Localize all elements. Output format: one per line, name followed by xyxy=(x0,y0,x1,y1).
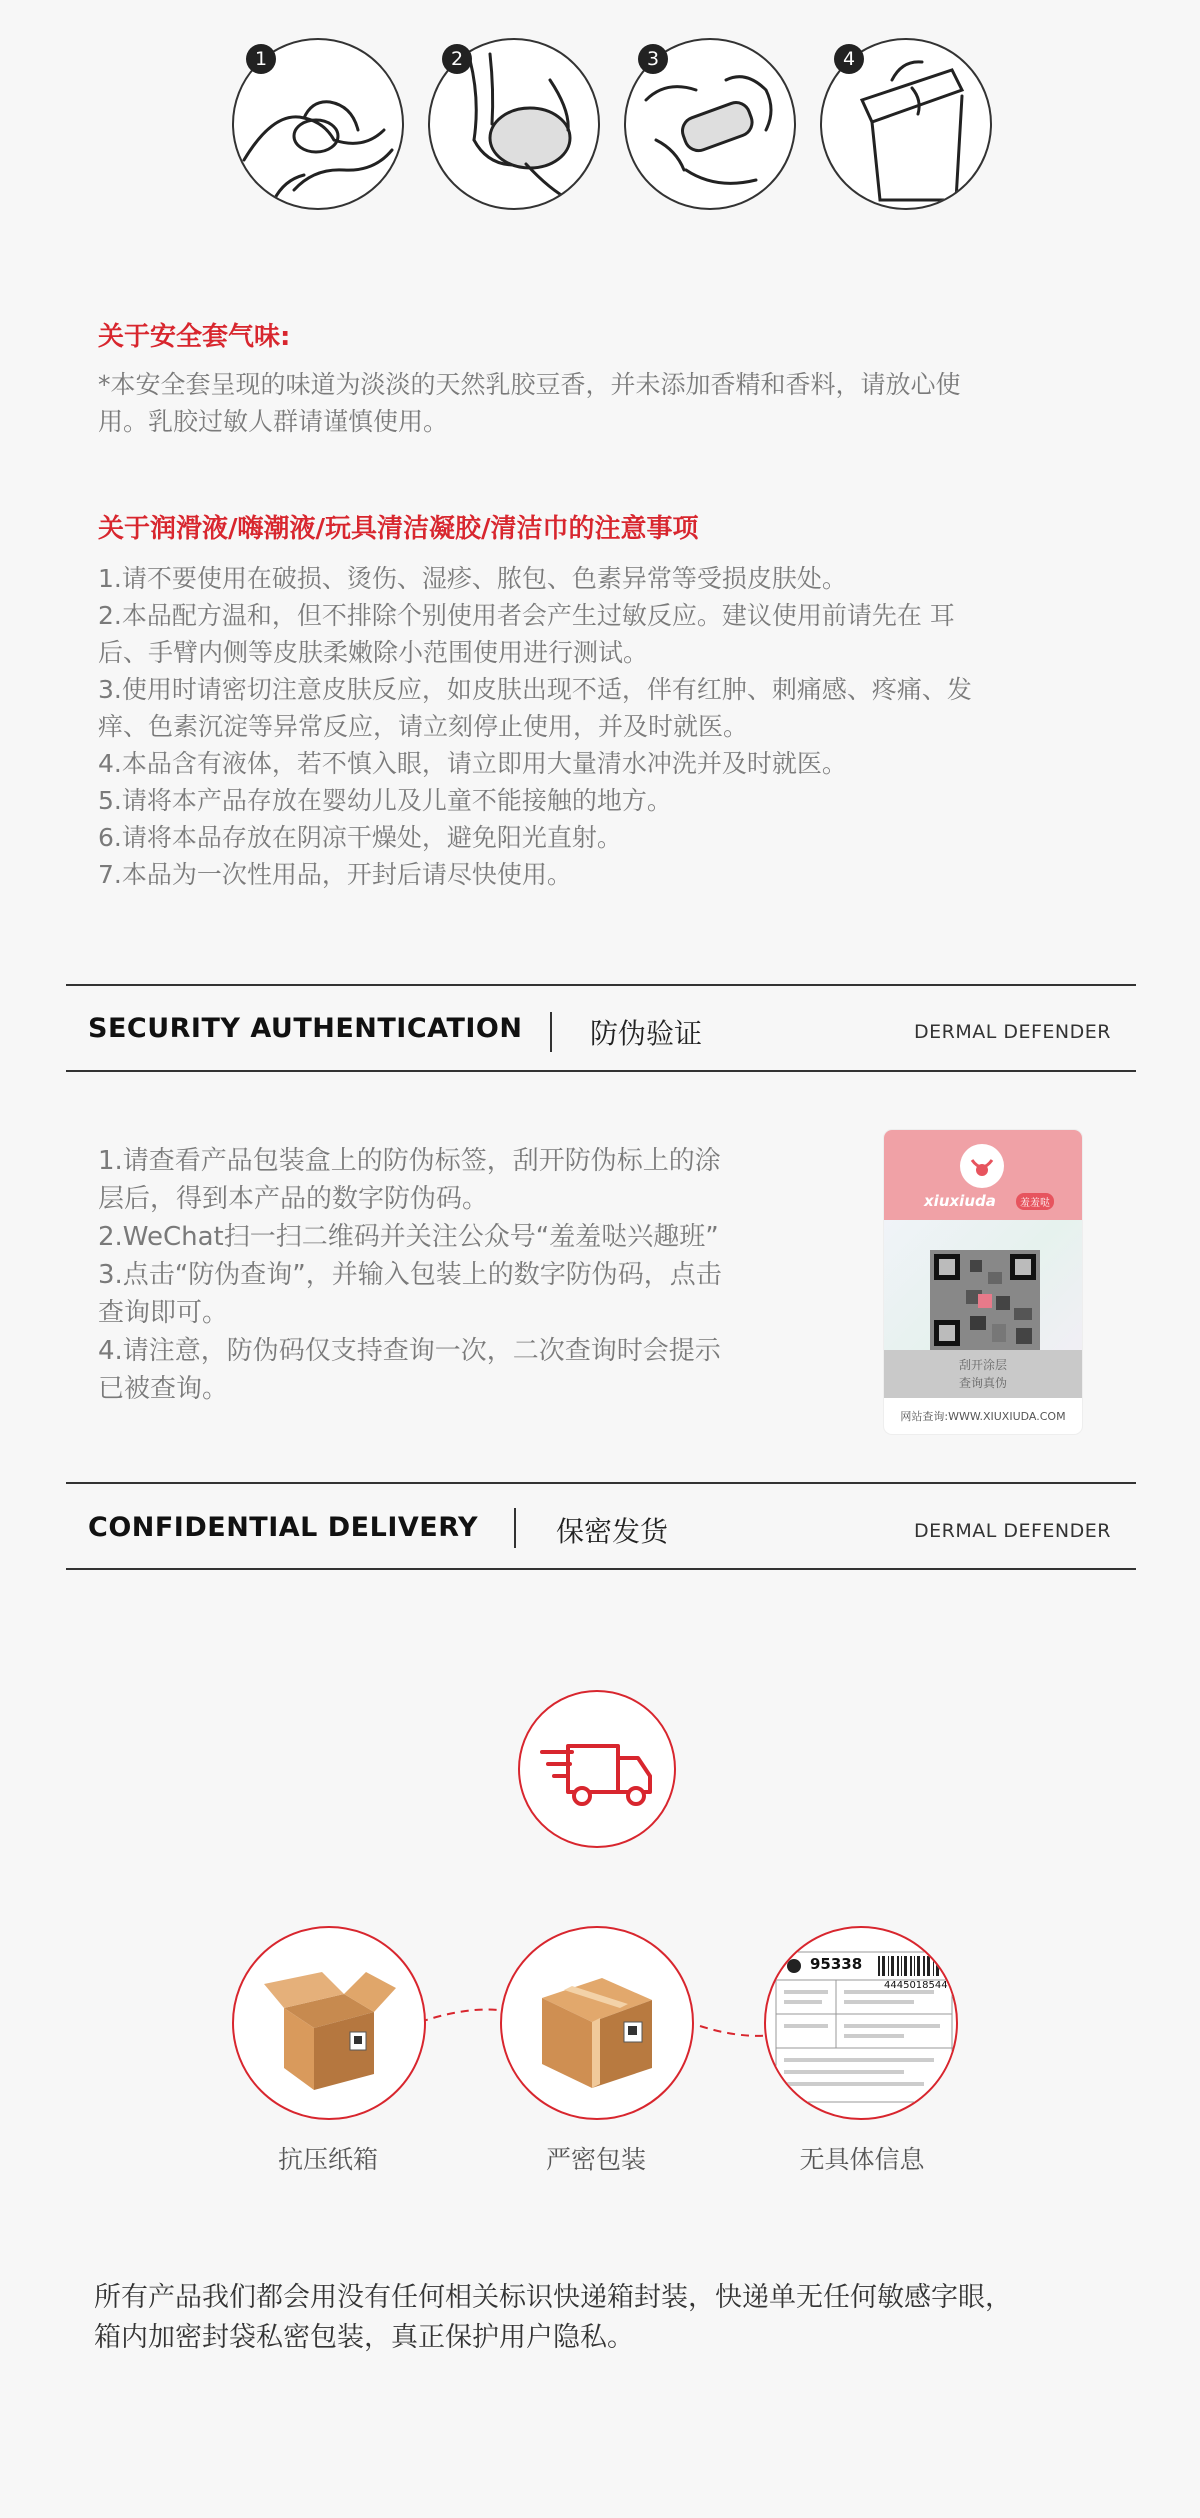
security-line: 层后，得到本产品的数字防伪码。 xyxy=(98,1184,489,1214)
security-line: 2.WeChat扫一扫二维码并关注公众号“羞羞哒兴趣班” xyxy=(98,1222,719,1252)
lubricant-line: 痒、色素沉淀等异常反应，请立刻停止使用，并及时就医。 xyxy=(98,712,749,741)
step-3-number: 3 xyxy=(638,44,668,74)
privacy-note xyxy=(94,2278,1154,2358)
privacy-line: 所有产品我们都会用没有任何相关标识快递箱封装，快递单无任何敏感字眼， xyxy=(94,2282,1012,2313)
pressure-box-ring xyxy=(232,1926,426,2120)
security-separator xyxy=(550,1012,552,1052)
security-top-rule xyxy=(66,984,1136,986)
card-website: 网站查询:WWW.XIUXIUDA.COM xyxy=(900,1410,1066,1423)
delivery-separator xyxy=(514,1508,516,1548)
security-line: 4.请注意，防伪码仅支持查询一次，二次查询时会提示 xyxy=(98,1336,721,1366)
security-instructions xyxy=(98,1142,858,1408)
step-4-number: 4 xyxy=(834,44,864,74)
security-line: 3.点击“防伪查询”，并输入包装上的数字防伪码，点击 xyxy=(98,1260,722,1290)
waybill-code: 95338 xyxy=(810,1955,863,1973)
waybill-ring xyxy=(764,1926,958,2120)
lubricant-title: 关于润滑液/嗨潮液/玩具清洁凝胶/清洁巾的注意事项 xyxy=(98,514,699,544)
lubricant-line: 3.使用时请密切注意皮肤反应，如皮肤出现不适，伴有红肿、刺痛感、疼痛、发 xyxy=(98,675,972,704)
delivery-brand: DERMAL DEFENDER xyxy=(914,1520,1111,1542)
delivery-title-cn: 保密发货 xyxy=(556,1515,669,1548)
security-bottom-rule xyxy=(66,1070,1136,1072)
lubricant-line: 5.请将本产品存放在婴幼儿及儿童不能接触的地方。 xyxy=(98,786,672,815)
scratch-line-2: 查询真伪 xyxy=(958,1376,1007,1390)
lubricant-line: 2.本品配方温和，但不排除个别使用者会产生过敏反应。建议使用前请先在 耳 xyxy=(98,601,955,630)
open-box-icon xyxy=(234,1928,424,2118)
privacy-line: 箱内加密封袋私密包装，真正保护用户隐私。 xyxy=(94,2322,634,2353)
lubricant-line: 后、手臂内侧等皮肤柔嫩除小范围使用进行测试。 xyxy=(98,638,649,667)
lubricant-text xyxy=(98,560,1148,893)
odor-text xyxy=(98,366,1148,440)
card-brand: xiuxiuda xyxy=(924,1192,996,1210)
brand-logo-icon xyxy=(960,1144,1004,1188)
security-line: 查询即可。 xyxy=(98,1298,229,1328)
lubricant-line: 1.请不要使用在破损、烫伤、湿疹、脓包、色素异常等受损皮肤处。 xyxy=(98,564,847,593)
lubricant-line: 4.本品含有液体，若不慎入眼，请立即用大量清水冲洗并及时就医。 xyxy=(98,749,847,778)
scratch-line-1: 刮开涂层 xyxy=(958,1358,1007,1372)
step-2-number: 2 xyxy=(442,44,472,74)
delivery-bottom-rule xyxy=(66,1568,1136,1570)
delivery-truck-ring xyxy=(518,1690,676,1848)
security-title-cn: 防伪验证 xyxy=(590,1017,703,1050)
delivery-title-en: CONFIDENTIAL DELIVERY xyxy=(88,1512,479,1543)
card-badge: 羞羞哒 xyxy=(1016,1193,1054,1210)
lubricant-line: 6.请将本品存放在阴凉干燥处，避免阳光直射。 xyxy=(98,823,622,852)
odor-line: 用。乳胶过敏人群请谨慎使用。 xyxy=(98,407,449,436)
security-brand: DERMAL DEFENDER xyxy=(914,1021,1111,1043)
security-title-en: SECURITY AUTHENTICATION xyxy=(88,1013,523,1044)
lubricant-line: 7.本品为一次性用品，开封后请尽快使用。 xyxy=(98,860,572,889)
caption-no-info: 无具体信息 xyxy=(799,2145,925,2174)
qr-code-icon xyxy=(930,1250,1040,1350)
caption-pressure-box: 抗压纸箱 xyxy=(277,2145,378,2174)
sealed-box-ring xyxy=(500,1926,694,2120)
sealed-box-icon xyxy=(502,1928,692,2118)
security-line: 1.请查看产品包装盒上的防伪标签，刮开防伪标上的涂 xyxy=(98,1146,721,1176)
delivery-truck-icon xyxy=(520,1692,674,1846)
security-line: 已被查询。 xyxy=(98,1374,229,1404)
waybill-number: 4445018544 xyxy=(884,1980,948,1991)
anti-fake-label-card xyxy=(884,1130,1082,1434)
step-1-number: 1 xyxy=(246,44,276,74)
caption-sealed-package: 严密包装 xyxy=(545,2145,646,2174)
delivery-top-rule xyxy=(66,1482,1136,1484)
odor-title: 关于安全套气味: xyxy=(98,322,291,352)
odor-line: *本安全套呈现的味道为淡淡的天然乳胶豆香，并未添加香精和香料，请放心使 xyxy=(98,370,961,399)
